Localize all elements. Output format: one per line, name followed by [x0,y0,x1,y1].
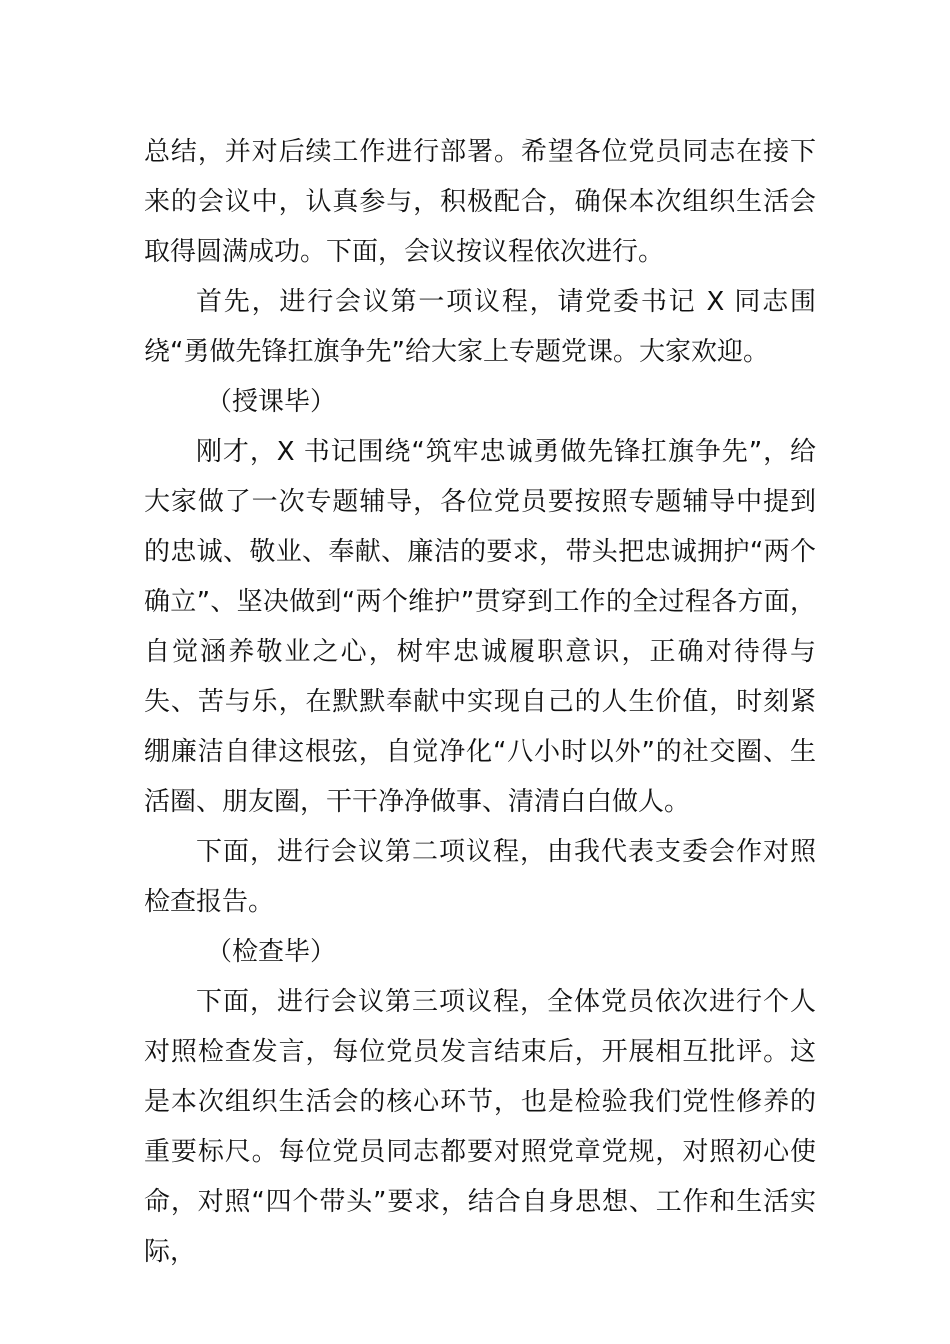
paragraph-agenda-two: 下面，进行会议第二项议程，由我代表支委会作对照检查报告。 [144,837,816,917]
paragraph-continuation: 总结，并对后续工作进行部署。希望各位党员同志在接下来的会议中，认真参与，积极配合，确保本次组织生活会取得圆满成功。下面，会议按议程依次进行。 [144,137,816,267]
stage-note-check-done: （检查毕） [206,937,337,967]
stage-note-lecture-done: （授课毕） [206,387,337,417]
paragraph-agenda-three: 下面，进行会议第三项议程，全体党员依次进行个人对照检查发言，每位党员发言结束后，开展相互批评。这是本次组织生活会的核心环节，也是检验我们党性修养的重要标尺。每位党员同志都要对照党章党规，对照初心使命，对照“四个带头”要求，结合自身思想、工作和生活实际， [144,987,816,1267]
paragraph-lecture-summary: 刚才，X 书记围绕“筑牢忠诚勇做先锋扛旗争先”，给大家做了一次专题辅导，各位党员要按照专题辅导中提到的忠诚、敬业、奉献、廉洁的要求，带头把忠诚拥护“两个确立”、坚决做到“两个维护”贯穿到工作的全过程各方面，自觉涵养敬业之心，树牢忠诚履职意识，正确对待得与失、苦与乐，在默默奉献中实现自己的人生价值，时刻紧绷廉洁自律这根弦，自觉净化“八小时以外”的社交圈、生活圈、朋友圈，干干净净做事、清清白白做人。 [144,437,816,817]
paragraph-agenda-one: 首先，进行会议第一项议程，请党委书记 X 同志围绕“勇做先锋扛旗争先”给大家上专题党课。大家欢迎。 [144,287,816,367]
document-body [144,127,816,1277]
